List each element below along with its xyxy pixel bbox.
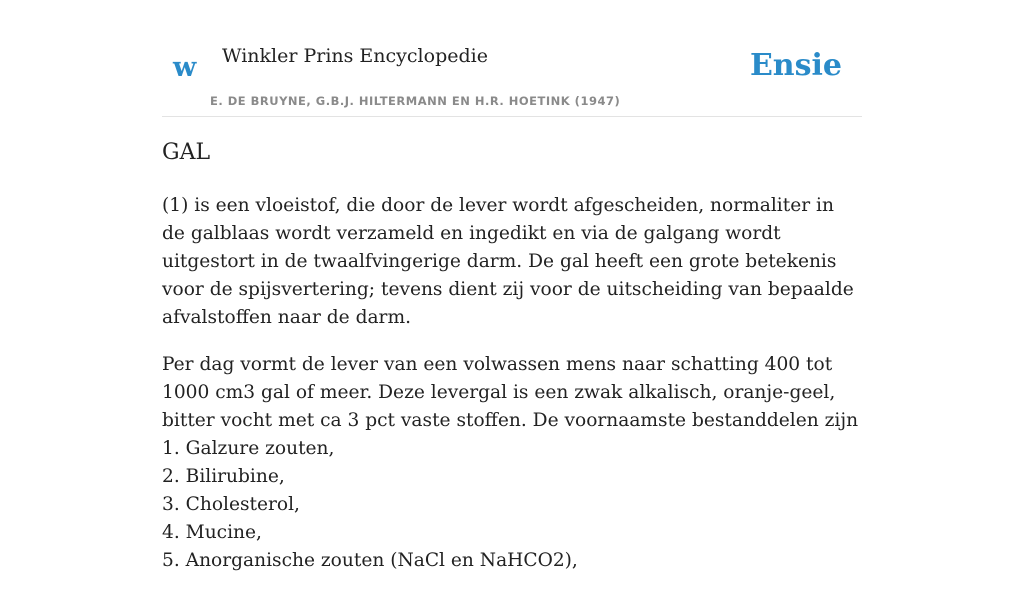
paragraph-definition: (1) is een vloeistof, die door de lever wordt afgescheiden, normaliter in de galblaas wordt verzameld en ingedikt en via de galgang wordt uitgestort in de twaalfvingerige darm. De gal heeft een grote betekenis voor de spijsvertering; tevens dient zij voor de uitscheiding van bepaalde afvalstoffen naar de darm.	[162, 195, 854, 328]
list-item: 3. Cholesterol,	[162, 494, 300, 515]
source-authors: E. DE BRUYNE, G.B.J. HILTERMANN EN H.R. HOETINK (1947)	[210, 94, 621, 108]
page-header	[162, 0, 862, 117]
paragraph-composition-intro: Per dag vormt de lever van een volwassen mens naar schatting 400 tot 1000 cm3 gal of meer. Deze levergal is een zwak alkalisch, oranje-geel, bitter vocht met ca 3 pct vaste stoffen. De voornaamste bestanddelen zijn 1. Galzure zouten,	[162, 354, 859, 459]
list-item: 2. Bilirubine,	[162, 466, 285, 487]
list-item: 4. Mucine,	[162, 522, 262, 543]
ensie-logo[interactable]: Ensie	[749, 48, 842, 83]
list-item: 5. Anorganische zouten (NaCl en NaHCO2),	[162, 550, 578, 571]
source-logo-icon[interactable]: w	[173, 52, 197, 83]
entry-title: GAL	[162, 140, 211, 165]
paragraph-composition	[162, 351, 862, 575]
entry-body	[162, 192, 862, 594]
source-title-link[interactable]: Winkler Prins Encyclopedie	[222, 45, 488, 67]
